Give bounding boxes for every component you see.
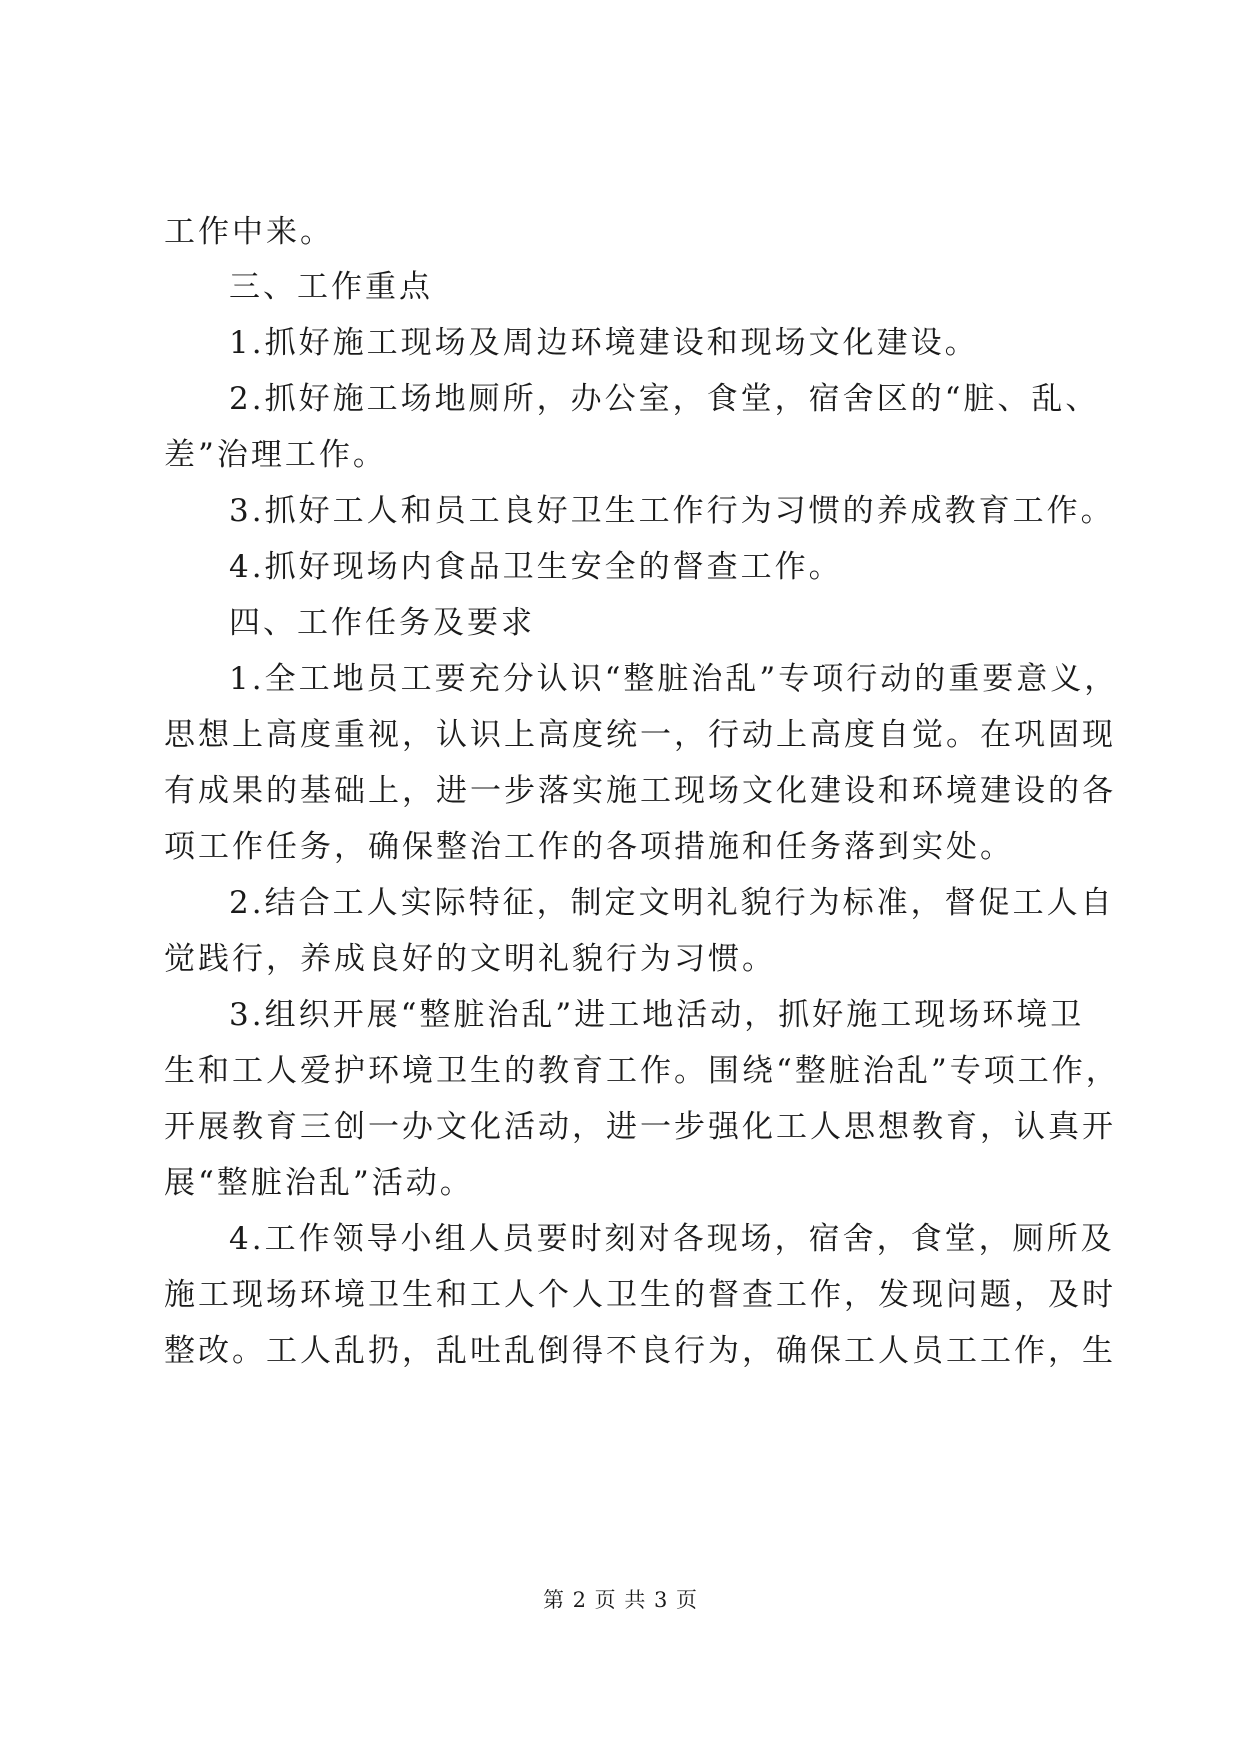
body-line: 施工现场环境卫生和工人个人卫生的督查工作，发现问题，及时	[164, 1277, 1116, 1313]
list-item: 4.抓好现场内食品卫生安全的督查工作。	[229, 549, 843, 585]
list-item: 2.抓好施工场地厕所，办公室，食堂，宿舍区的“脏、乱、	[229, 381, 1100, 417]
body-line: 差”治理工作。	[164, 437, 387, 473]
list-item: 3.组织开展“整脏治乱”进工地活动，抓好施工现场环境卫	[229, 997, 1085, 1033]
list-item: 3.抓好工人和员工良好卫生工作行为习惯的养成教育工作。	[229, 493, 1115, 529]
body-line: 整改。工人乱扔，乱吐乱倒得不良行为，确保工人员工工作，生	[164, 1333, 1116, 1369]
section-heading: 三、工作重点	[229, 269, 433, 305]
list-item: 1.全工地员工要充分认识“整脏治乱”专项行动的重要意义，	[229, 661, 1119, 697]
body-line: 生和工人爱护环境卫生的教育工作。围绕“整脏治乱”专项工作，	[164, 1053, 1120, 1089]
body-line: 有成果的基础上，进一步落实施工现场文化建设和环境建设的各	[164, 773, 1116, 809]
list-item: 4.工作领导小组人员要时刻对各现场，宿舍，食堂，厕所及	[229, 1221, 1115, 1257]
body-line: 思想上高度重视，认识上高度统一，行动上高度自觉。在巩固现	[164, 717, 1116, 753]
body-line: 项工作任务，确保整治工作的各项措施和任务落到实处。	[164, 829, 1014, 865]
page-footer: 第 2 页 共 3 页	[542, 1588, 699, 1612]
body-line: 工作中来。	[164, 214, 334, 250]
section-heading: 四、工作任务及要求	[229, 605, 535, 641]
body-line: 觉践行，养成良好的文明礼貌行为习惯。	[164, 941, 776, 977]
list-item: 2.结合工人实际特征，制定文明礼貌行为标准，督促工人自	[229, 885, 1115, 921]
body-line: 展“整脏治乱”活动。	[164, 1165, 474, 1201]
list-item: 1.抓好施工现场及周边环境建设和现场文化建设。	[229, 325, 979, 361]
body-line: 开展教育三创一办文化活动，进一步强化工人思想教育，认真开	[164, 1109, 1116, 1145]
